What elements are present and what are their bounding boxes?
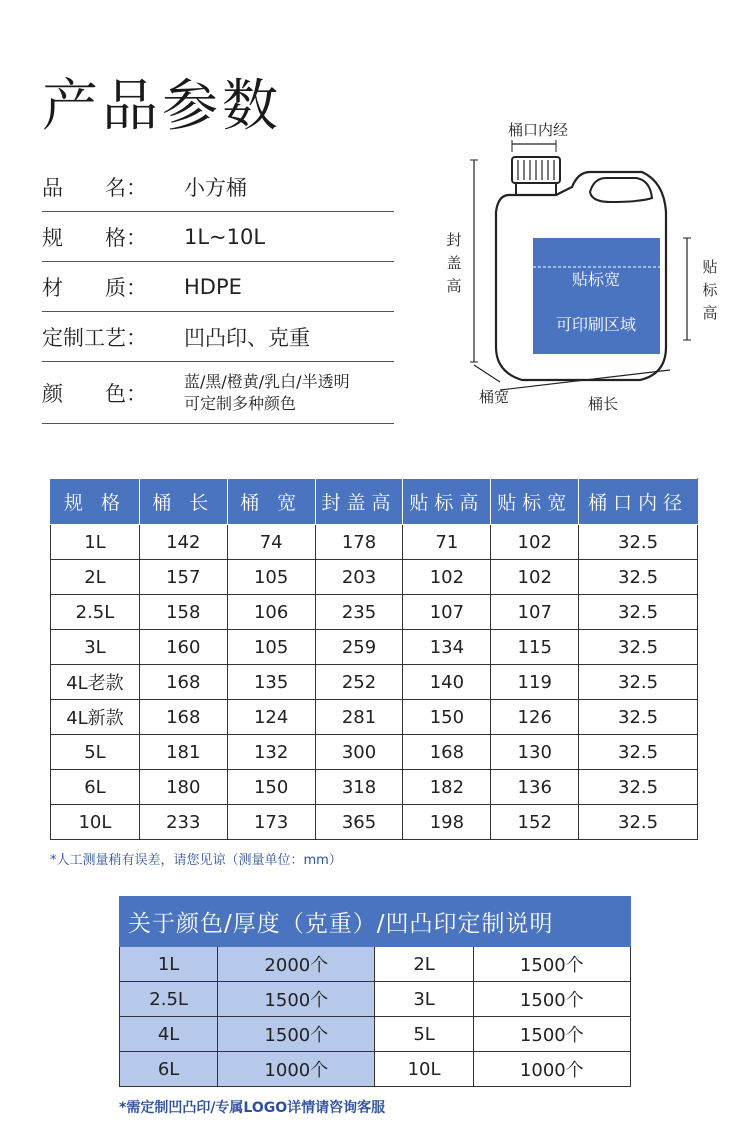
table-cell: 119 [491, 665, 579, 700]
table-cell: 115 [491, 630, 579, 665]
table-cell: 1L [51, 525, 140, 560]
table-cell: 4L [120, 1017, 218, 1052]
table-cell: 281 [315, 700, 403, 735]
table-cell: 140 [403, 665, 491, 700]
table-cell: 182 [403, 770, 491, 805]
table-cell: 150 [227, 770, 315, 805]
custom-weight-table [119, 896, 631, 1087]
table-row [51, 770, 698, 805]
mouth-diameter-label: 桶口内经 [507, 121, 569, 139]
table-cell: 105 [227, 560, 315, 595]
table-cell: 74 [227, 525, 315, 560]
table-cell: 32.5 [579, 525, 698, 560]
table-cell: 134 [403, 630, 491, 665]
table-cell: 1500个 [218, 1017, 375, 1052]
column-header: 封盖高 [315, 479, 403, 525]
table-cell: 259 [315, 630, 403, 665]
table-cell: 4L老款 [51, 665, 140, 700]
spec-value: 1L~10L [184, 224, 266, 249]
table-header-row [120, 897, 631, 947]
spec-row-size [42, 212, 394, 262]
table-cell: 5L [375, 1017, 473, 1052]
table-cell: 168 [139, 700, 227, 735]
table-cell: 150 [403, 700, 491, 735]
table-cell: 168 [139, 665, 227, 700]
table-row [51, 665, 698, 700]
table-row [51, 560, 698, 595]
table-cell: 102 [491, 560, 579, 595]
table-cell: 152 [491, 805, 579, 840]
table-cell: 318 [315, 770, 403, 805]
table-cell: 157 [139, 560, 227, 595]
table-cell: 2.5L [120, 982, 218, 1017]
table-cell: 2L [51, 560, 140, 595]
table-cell: 3L [375, 982, 473, 1017]
table-row [51, 700, 698, 735]
width-label: 桶宽 [478, 388, 510, 406]
label-height-char-1: 贴 [702, 258, 718, 276]
table-cell: 126 [491, 700, 579, 735]
table-cell: 32.5 [579, 665, 698, 700]
table-row [120, 1052, 631, 1087]
table-cell: 1000个 [473, 1052, 630, 1087]
table-cell: 1500个 [218, 982, 375, 1017]
table-cell: 1000个 [218, 1052, 375, 1087]
column-header: 贴标宽 [491, 479, 579, 525]
width-dimension-line [474, 365, 500, 382]
table-header-row [51, 479, 698, 525]
table-cell: 4L新款 [51, 700, 140, 735]
column-header: 贴标高 [403, 479, 491, 525]
spec-row-material [42, 262, 394, 312]
table-cell: 181 [139, 735, 227, 770]
table-cell: 158 [139, 595, 227, 630]
table-row [51, 630, 698, 665]
table-cell: 32.5 [579, 700, 698, 735]
table-cell: 106 [227, 595, 315, 630]
dimension-table [50, 478, 698, 840]
custom-logo-note: *需定制凹凸印/专属LOGO详情请咨询客服 [119, 1100, 386, 1116]
table-cell: 32.5 [579, 770, 698, 805]
page-title: 产品参数 [42, 74, 282, 139]
table-cell: 365 [315, 805, 403, 840]
spec-label: 颜 色： [42, 381, 147, 406]
table-row [120, 1017, 631, 1052]
table-cell: 5L [51, 735, 140, 770]
cap-height-char-1: 封 [446, 231, 462, 249]
table-cell: 32.5 [579, 595, 698, 630]
table-row [51, 525, 698, 560]
label-height-char-2: 标 [702, 281, 718, 299]
spec-row-name [42, 162, 394, 212]
label-height-char-3: 高 [702, 304, 718, 322]
spec-label: 材 质： [42, 275, 147, 300]
cap-height-char-2: 盖 [446, 254, 462, 272]
handle-opening [590, 178, 652, 202]
table-cell: 32.5 [579, 630, 698, 665]
spec-value: 凹凸印、克重 [184, 325, 310, 350]
table-cell: 107 [403, 595, 491, 630]
table-cell: 1500个 [473, 982, 630, 1017]
column-header: 桶 长 [139, 479, 227, 525]
measurement-note: *人工测量稍有误差，请您见谅（测量单位：mm） [50, 853, 342, 868]
table-cell: 1L [120, 947, 218, 982]
table-cell: 203 [315, 560, 403, 595]
table-cell: 2L [375, 947, 473, 982]
table-cell: 142 [139, 525, 227, 560]
weight-table-title: 关于颜色/厚度（克重）/凹凸印定制说明 [120, 897, 631, 947]
table-cell: 71 [403, 525, 491, 560]
table-cell: 102 [491, 525, 579, 560]
label-area [533, 238, 660, 354]
cap-height-char-3: 高 [446, 277, 462, 295]
label-width-text: 贴标宽 [571, 270, 621, 289]
table-cell: 10L [375, 1052, 473, 1087]
table-cell: 3L [51, 630, 140, 665]
color-custom-note: 可定制多种颜色 [184, 393, 297, 413]
table-cell: 2.5L [51, 595, 140, 630]
table-cell: 136 [491, 770, 579, 805]
table-row [120, 982, 631, 1017]
table-cell: 6L [51, 770, 140, 805]
spec-value: HDPE [184, 274, 242, 299]
table-cell: 135 [227, 665, 315, 700]
table-cell: 130 [491, 735, 579, 770]
table-cell: 124 [227, 700, 315, 735]
column-header: 桶口内径 [579, 479, 698, 525]
table-cell: 160 [139, 630, 227, 665]
table-cell: 132 [227, 735, 315, 770]
table-cell: 300 [315, 735, 403, 770]
table-row [51, 735, 698, 770]
table-cell: 107 [491, 595, 579, 630]
spec-label: 定制工艺： [42, 325, 147, 350]
print-area-text: 可印刷区域 [555, 315, 637, 334]
length-label: 桶长 [587, 395, 619, 413]
table-cell: 32.5 [579, 735, 698, 770]
table-cell: 235 [315, 595, 403, 630]
column-header: 规 格 [51, 479, 140, 525]
column-header: 桶 宽 [227, 479, 315, 525]
spec-row-color [42, 362, 394, 424]
table-cell: 168 [403, 735, 491, 770]
color-options: 蓝/黑/橙黄/乳白/半透明 [184, 371, 350, 391]
table-cell: 198 [403, 805, 491, 840]
spec-value: 小方桶 [184, 175, 247, 200]
table-row [51, 805, 698, 840]
table-cell: 10L [51, 805, 140, 840]
spec-list [42, 162, 394, 424]
table-cell: 1500个 [473, 1017, 630, 1052]
table-cell: 32.5 [579, 560, 698, 595]
table-cell: 6L [120, 1052, 218, 1087]
table-cell: 2000个 [218, 947, 375, 982]
spec-row-craft [42, 312, 394, 362]
spec-label: 品 名： [42, 175, 147, 200]
spec-label: 规 格： [42, 225, 147, 250]
table-row [51, 595, 698, 630]
table-cell: 233 [139, 805, 227, 840]
spec-value [184, 371, 350, 415]
table-cell: 252 [315, 665, 403, 700]
table-cell: 32.5 [579, 805, 698, 840]
jug-diagram [430, 112, 740, 432]
table-cell: 173 [227, 805, 315, 840]
table-cell: 102 [403, 560, 491, 595]
table-cell: 180 [139, 770, 227, 805]
table-cell: 105 [227, 630, 315, 665]
table-row [120, 947, 631, 982]
table-cell: 178 [315, 525, 403, 560]
table-cell: 1500个 [473, 947, 630, 982]
